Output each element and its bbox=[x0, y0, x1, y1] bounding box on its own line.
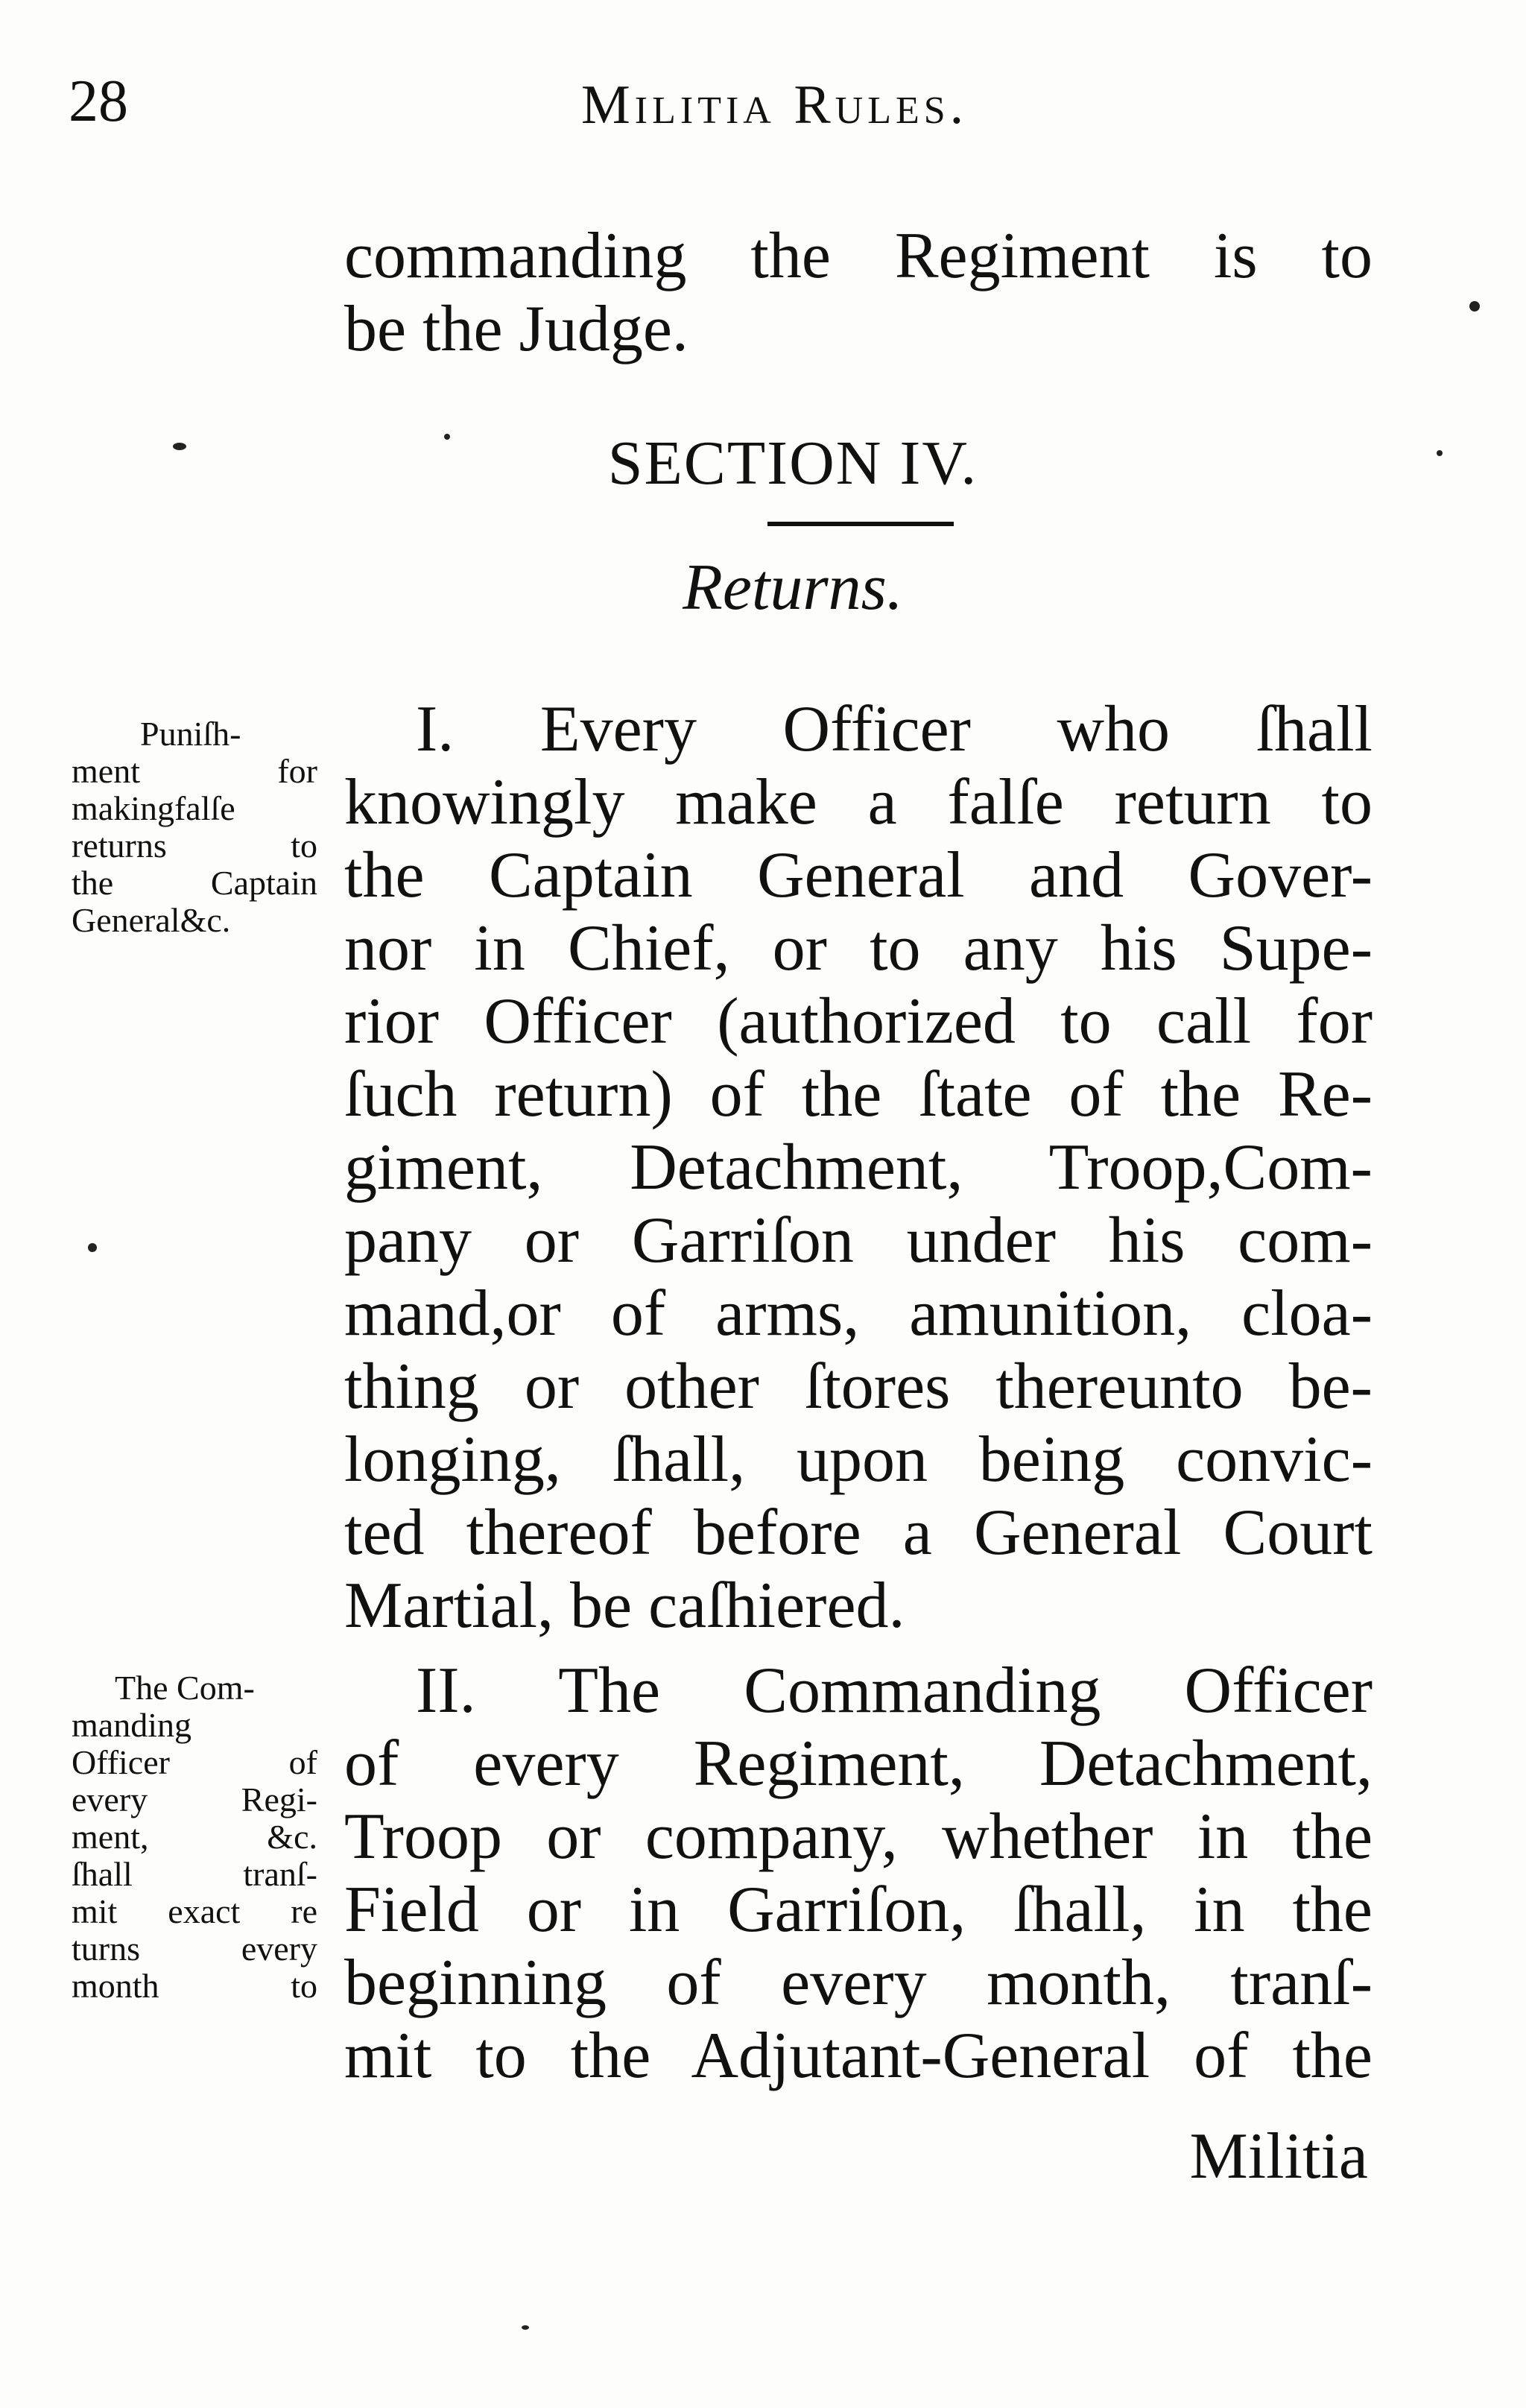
margin-note-line: ſhall tranſ- bbox=[72, 1855, 317, 1893]
paragraph-1-line: thing or other ſtores thereunto be- bbox=[344, 1350, 1373, 1423]
heading-rule bbox=[767, 522, 954, 526]
paragraph-1-line: knowingly make a falſe return to bbox=[344, 766, 1373, 838]
paragraph-1-line: mand,or of arms, amunition, cloa- bbox=[344, 1277, 1373, 1350]
paragraph-1-line: giment, Detachment, Troop,Com- bbox=[344, 1131, 1373, 1204]
paragraph-1-line: pany or Garriſon under his com- bbox=[344, 1204, 1373, 1277]
margin-note-line: Puniſh- bbox=[140, 715, 241, 753]
margin-note-line: The Com- bbox=[115, 1669, 255, 1707]
paragraph-1-line: longing, ſhall, upon being convic- bbox=[344, 1423, 1373, 1496]
margin-note-line: Officer of bbox=[72, 1743, 317, 1781]
margin-note-line: General&c. bbox=[72, 901, 231, 939]
scan-speck bbox=[173, 443, 186, 450]
margin-note-line: ment for bbox=[72, 752, 317, 790]
margin-note-line: turns every bbox=[72, 1930, 317, 1968]
section-heading: SECTION IV. bbox=[607, 429, 978, 498]
running-title: Militia Rules. bbox=[581, 75, 969, 136]
paragraph-1-line: the Captain General and Gover- bbox=[344, 839, 1373, 911]
paragraph-1-line: Martial, be caſhiered. bbox=[344, 1570, 905, 1642]
margin-note-line: the Captain bbox=[72, 864, 317, 902]
paragraph-2-line: II. The Commanding Officer bbox=[416, 1655, 1373, 1727]
margin-note-line: mit exact re bbox=[72, 1892, 317, 1930]
margin-note-line: manding bbox=[72, 1706, 191, 1744]
paragraph-2-line: of every Regiment, Detachment, bbox=[344, 1728, 1373, 1800]
section-subtitle: Returns. bbox=[683, 552, 903, 624]
page-number: 28 bbox=[69, 69, 128, 134]
text-line: be the Judge. bbox=[344, 293, 688, 365]
paragraph-1-line: nor in Chief, or to any his Supe- bbox=[344, 912, 1373, 985]
paragraph-1-line: ted thereof before a General Court bbox=[344, 1497, 1373, 1569]
scan-speck bbox=[88, 1243, 97, 1252]
paragraph-2-line: Troop or company, whether in the bbox=[344, 1801, 1373, 1873]
margin-note-punishment bbox=[72, 715, 317, 939]
catchword: Militia bbox=[1189, 2120, 1368, 2193]
margin-note-line: every Regi- bbox=[72, 1780, 317, 1818]
scan-speck bbox=[444, 434, 450, 440]
scan-speck bbox=[1437, 450, 1443, 456]
margin-note-line: returns to bbox=[72, 827, 317, 865]
margin-note-returns bbox=[72, 1669, 317, 2005]
scan-speck bbox=[1469, 301, 1480, 312]
paragraph-1-line: I. Every Officer who ſhall bbox=[416, 693, 1373, 765]
margin-note-line: month to bbox=[72, 1967, 317, 2005]
paragraph-1-line: rior Officer (authorized to call for bbox=[344, 985, 1373, 1058]
text-line: commanding the Regiment is to bbox=[344, 220, 1373, 292]
scan-speck bbox=[522, 2325, 529, 2330]
margin-note-line: ment, &c. bbox=[72, 1818, 317, 1856]
paragraph-2-line: mit to the Adjutant-General of the bbox=[344, 2020, 1373, 2092]
paragraph-1-line: ſuch return) of the ſtate of the Re- bbox=[344, 1058, 1373, 1131]
paragraph-2-line: Field or in Garriſon, ſhall, in the bbox=[344, 1874, 1373, 1946]
margin-note-line: makingfalſe bbox=[72, 789, 235, 827]
paragraph-2-line: beginning of every month, tranſ- bbox=[344, 1947, 1373, 2019]
